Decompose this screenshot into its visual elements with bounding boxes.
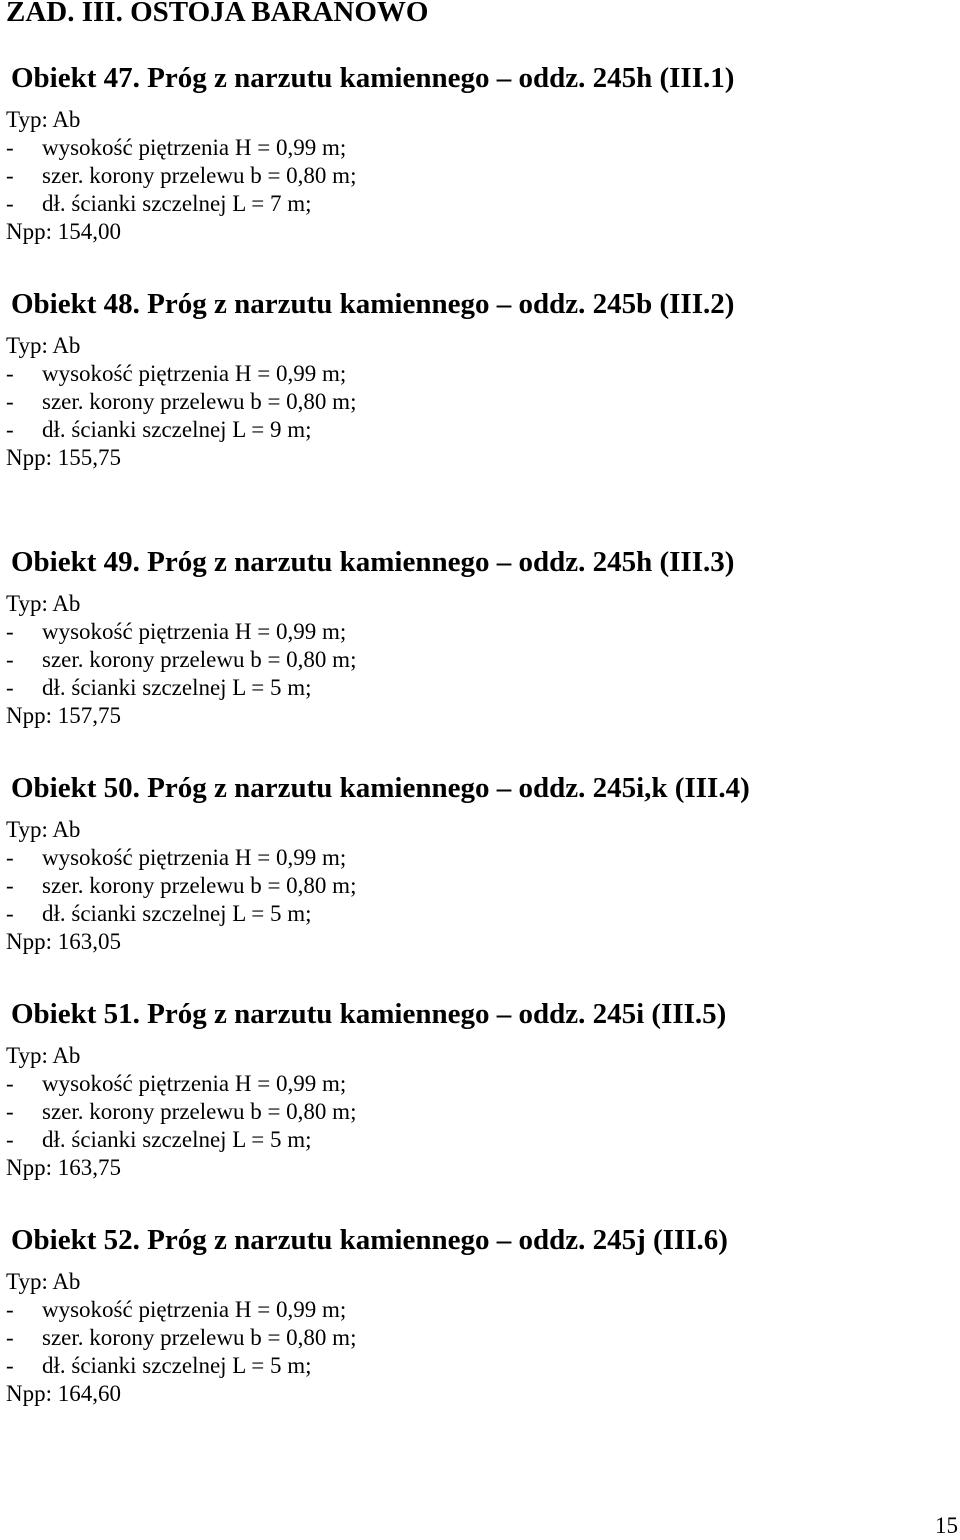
object-title: Obiekt 49. Próg z narzutu kamiennego – oddz. 245h (III.3) [11, 546, 735, 578]
dash: - [6, 619, 14, 644]
param-height: - wysokość piętrzenia H = 0,99 m; [6, 845, 347, 870]
dash: - [6, 1127, 14, 1152]
object-type: Typ: Ab [6, 333, 81, 358]
dash: - [6, 675, 14, 700]
object-title: Obiekt 51. Próg z narzutu kamiennego – oddz. 245i (III.5) [11, 998, 727, 1030]
page-header: ZAD. III. OSTOJA BARANOWO [6, 0, 429, 28]
param-height: - wysokość piętrzenia H = 0,99 m; [6, 361, 347, 386]
param-height: - wysokość piętrzenia H = 0,99 m; [6, 1071, 347, 1096]
object-npp: Npp: 154,00 [6, 219, 121, 244]
dash: - [6, 389, 14, 414]
param-crest-width: - szer. korony przelewu b = 0,80 m; [6, 647, 357, 672]
dash: - [6, 1353, 14, 1378]
dash: - [6, 1297, 14, 1322]
object-npp: Npp: 163,05 [6, 929, 121, 954]
object-type: Typ: Ab [6, 591, 81, 616]
param-crest-width: - szer. korony przelewu b = 0,80 m; [6, 873, 357, 898]
param-height: - wysokość piętrzenia H = 0,99 m; [6, 1297, 347, 1322]
param-crest-width: - szer. korony przelewu b = 0,80 m; [6, 163, 357, 188]
object-npp: Npp: 157,75 [6, 703, 121, 728]
param-height: - wysokość piętrzenia H = 0,99 m; [6, 619, 347, 644]
object-title: Obiekt 50. Próg z narzutu kamiennego – oddz. 245i,k (III.4) [11, 772, 750, 804]
dash: - [6, 647, 14, 672]
dash: - [6, 417, 14, 442]
object-title: Obiekt 52. Próg z narzutu kamiennego – oddz. 245j (III.6) [11, 1224, 728, 1256]
object-block-47 [6, 60, 936, 246]
dash: - [6, 191, 14, 216]
object-block-52 [6, 1222, 936, 1408]
param-wall-length: - dł. ścianki szczelnej L = 9 m; [6, 417, 312, 442]
object-type: Typ: Ab [6, 107, 81, 132]
page-number: 15 [935, 1513, 958, 1538]
param-wall-length: - dł. ścianki szczelnej L = 7 m; [6, 191, 312, 216]
dash: - [6, 163, 14, 188]
dash: - [6, 135, 14, 160]
param-wall-length: - dł. ścianki szczelnej L = 5 m; [6, 675, 312, 700]
object-npp: Npp: 164,60 [6, 1381, 121, 1406]
param-crest-width: - szer. korony przelewu b = 0,80 m; [6, 389, 357, 414]
param-wall-length: - dł. ścianki szczelnej L = 5 m; [6, 901, 312, 926]
param-crest-width: - szer. korony przelewu b = 0,80 m; [6, 1099, 357, 1124]
dash: - [6, 901, 14, 926]
object-block-50 [6, 770, 936, 956]
object-block-51 [6, 996, 936, 1182]
param-wall-length: - dł. ścianki szczelnej L = 5 m; [6, 1353, 312, 1378]
param-height: - wysokość piętrzenia H = 0,99 m; [6, 135, 347, 160]
object-title: Obiekt 47. Próg z narzutu kamiennego – oddz. 245h (III.1) [11, 62, 735, 94]
dash: - [6, 361, 14, 386]
object-type: Typ: Ab [6, 817, 81, 842]
dash: - [6, 1071, 14, 1096]
object-block-48 [6, 286, 936, 472]
dash: - [6, 1325, 14, 1350]
param-crest-width: - szer. korony przelewu b = 0,80 m; [6, 1325, 357, 1350]
dash: - [6, 1099, 14, 1124]
object-block-49 [6, 544, 936, 730]
object-title: Obiekt 48. Próg z narzutu kamiennego – oddz. 245b (III.2) [11, 288, 735, 320]
object-type: Typ: Ab [6, 1043, 81, 1068]
param-wall-length: - dł. ścianki szczelnej L = 5 m; [6, 1127, 312, 1152]
object-type: Typ: Ab [6, 1269, 81, 1294]
dash: - [6, 873, 14, 898]
dash: - [6, 845, 14, 870]
object-npp: Npp: 163,75 [6, 1155, 121, 1180]
object-npp: Npp: 155,75 [6, 445, 121, 470]
